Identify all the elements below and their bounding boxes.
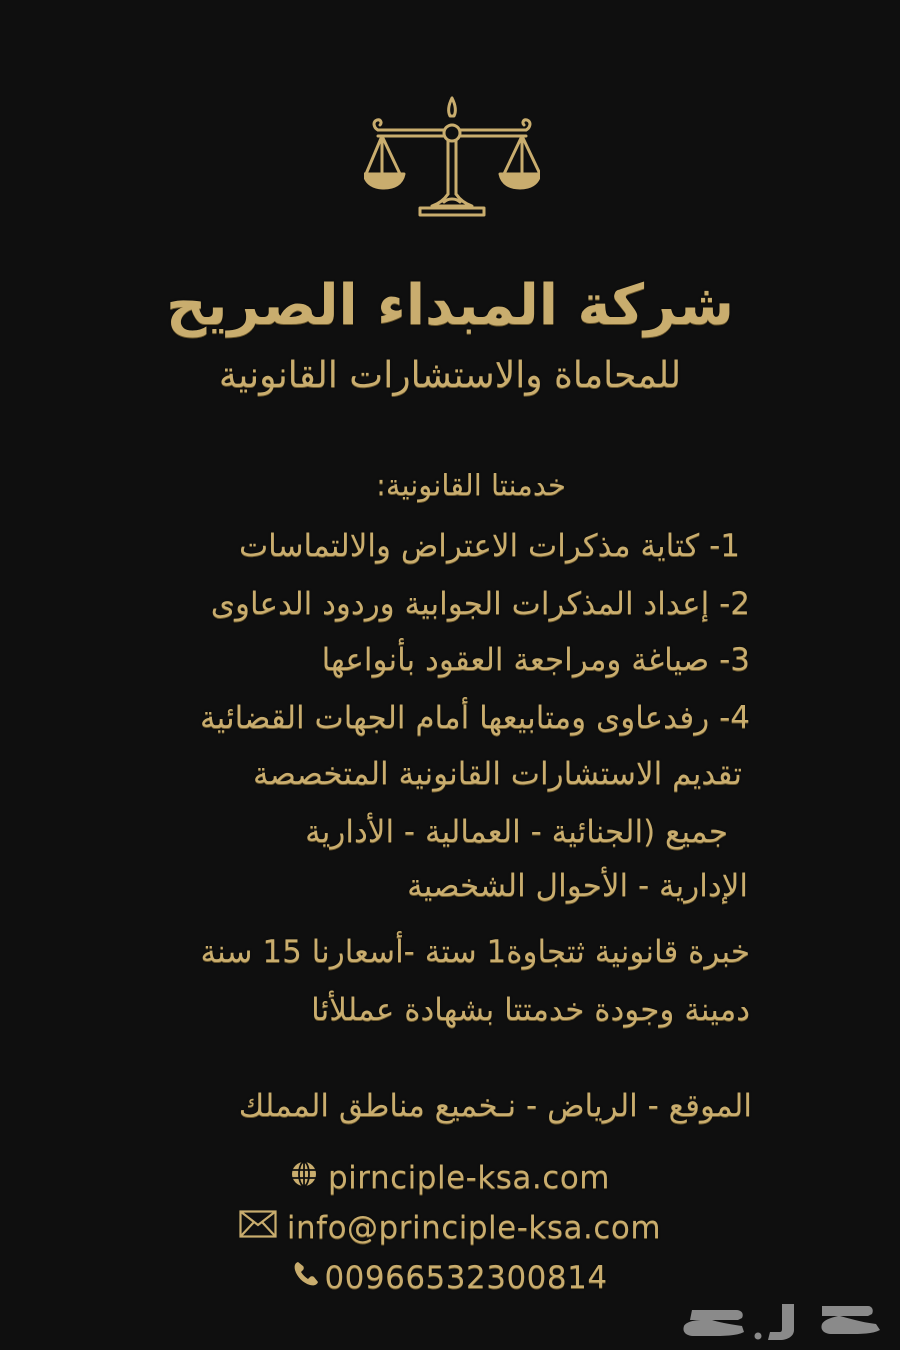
experience-line: خبرة قانونية ثتجاوة1 ستة -أسعارنا 15 سنة <box>200 934 750 970</box>
service-item: 3- صياغة ومراجعة العقود بأنواعها <box>321 642 750 678</box>
services-heading: خدمنتا القانونية: <box>376 468 566 502</box>
service-item: جميع (الجنائية - العمالية - الأدارية <box>305 814 728 850</box>
phone-number[interactable]: 00966532300814 <box>324 1260 608 1296</box>
service-item: تقديم الاستشارات القانونية المتخصصة <box>252 756 742 792</box>
envelope-icon <box>239 1207 277 1249</box>
experience-line: دمينة وجودة خدمتتا بشهادة عمللأئا <box>311 992 750 1028</box>
service-item: 2- إعداد المذكرات الجوابية وردود الدعاوى <box>210 586 750 622</box>
location-text: الموقع - الرياض - نـخميع مناطق المملك <box>238 1088 752 1124</box>
scales-of-justice-icon <box>364 92 540 222</box>
company-subtitle: للمحاماة والاستشارات القانونية <box>218 355 682 396</box>
phone-contact[interactable] <box>0 1257 900 1299</box>
haraj-watermark-logo <box>672 1300 884 1344</box>
service-item: الإدارية - الأحوال الشخصية <box>407 868 748 904</box>
website-link[interactable]: pirnciple-ksa.com <box>327 1160 610 1196</box>
company-title: شركة المبداء الصريح <box>166 273 734 338</box>
phone-icon <box>292 1257 320 1299</box>
email-link[interactable]: info@principle-ksa.com <box>286 1210 662 1246</box>
service-item: 1- كتاية مذكرات الاعتراض والالتماسات <box>238 528 740 564</box>
website-contact[interactable] <box>0 1157 900 1199</box>
service-item: 4- رفدعاوى ومتابيعها أمام الجهات القضائية <box>200 700 750 736</box>
email-contact[interactable] <box>0 1207 900 1249</box>
globe-icon <box>290 1157 318 1199</box>
